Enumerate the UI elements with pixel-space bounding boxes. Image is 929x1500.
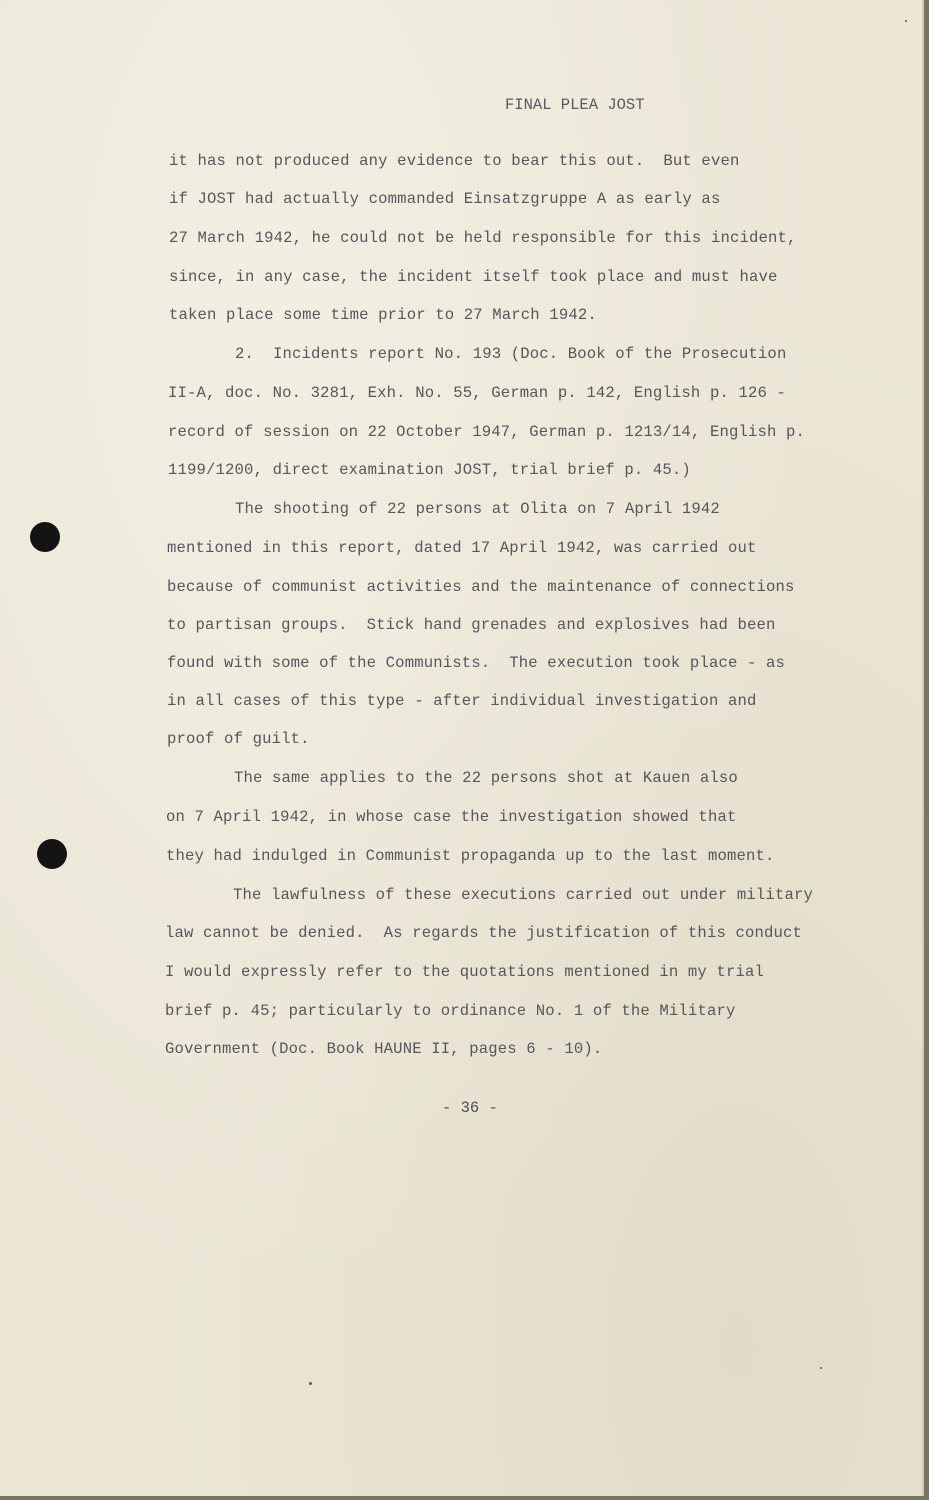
text-line: The shooting of 22 persons at Olita on 7 April 1942 [235, 500, 720, 518]
text-line: record of session on 22 October 1947, German p. 1213/14, English p. [168, 423, 806, 441]
text-line: proof of guilt. [167, 730, 310, 748]
text-line: they had indulged in Communist propaganda up to the last moment. [166, 847, 775, 865]
text-line: Government (Doc. Book HAUNE II, pages 6 - 10). [165, 1040, 603, 1058]
text-line: found with some of the Communists. The execution took place - as [167, 654, 786, 672]
text-line: 2. Incidents report No. 193 (Doc. Book of the Prosecution [235, 345, 787, 363]
text-line: mentioned in this report, dated 17 April 1942, was carried out [167, 539, 757, 557]
paper-speck [905, 20, 907, 22]
text-line: it has not produced any evidence to bear this out. But even [169, 152, 740, 170]
text-line: taken place some time prior to 27 March 1942. [169, 306, 597, 324]
text-line: II-A, doc. No. 3281, Exh. No. 55, German p. 142, English p. 126 - [168, 384, 787, 402]
text-line: to partisan groups. Stick hand grenades and explosives had been [167, 616, 776, 634]
text-line: since, in any case, the incident itself took place and must have [169, 268, 778, 286]
text-line: The lawfulness of these executions carried out under military [233, 886, 813, 904]
text-line: because of communist activities and the maintenance of connections [167, 578, 795, 596]
text-line: if JOST had actually commanded Einsatzgruppe A as early as [169, 190, 721, 208]
page-header: FINAL PLEA JOST [505, 96, 645, 114]
text-line: on 7 April 1942, in whose case the investigation showed that [166, 808, 737, 826]
punch-hole [37, 839, 67, 869]
text-line: brief p. 45; particularly to ordinance No. 1 of the Military [165, 1002, 736, 1020]
text-line: 1199/1200, direct examination JOST, trial brief p. 45.) [168, 461, 691, 479]
text-line: The same applies to the 22 persons shot at Kauen also [234, 769, 738, 787]
paper-speck [820, 1367, 822, 1369]
page-number: - 36 - [442, 1099, 498, 1117]
text-line: in all cases of this type - after individual investigation and [167, 692, 757, 710]
text-line: 27 March 1942, he could not be held responsible for this incident, [169, 229, 797, 247]
paper-speck [309, 1382, 312, 1385]
text-line: I would expressly refer to the quotations mentioned in my trial [165, 963, 764, 981]
punch-hole [30, 522, 60, 552]
text-line: law cannot be denied. As regards the justification of this conduct [165, 924, 803, 942]
